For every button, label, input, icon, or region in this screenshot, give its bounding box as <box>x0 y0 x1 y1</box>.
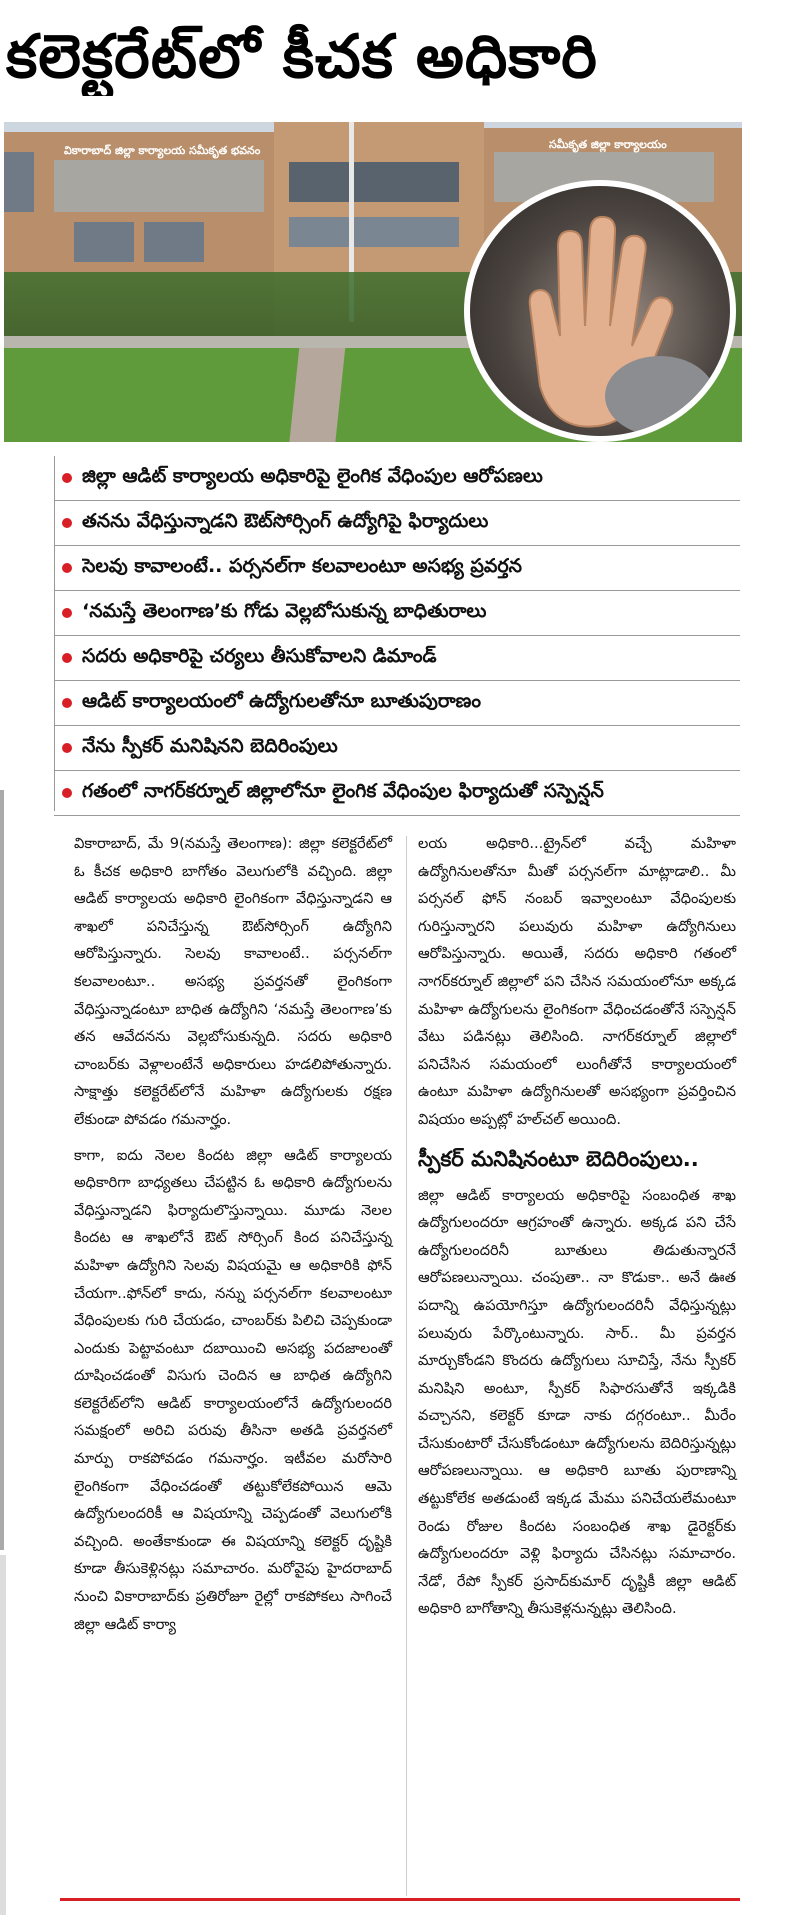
article-column-left <box>74 830 392 1646</box>
article-paragraph: కాగా, ఐదు నెలల కిందట జిల్లా ఆడిట్ కార్యాలయ అధికారిగా బాధ్యతలు చేపట్టిన ఓ అధికారి ఉద్యోగులను వేధిస్తున్నాడని ఫిర్యాదులొస్తున్నాయి. మూడు నెలల కిందట ఆ శాఖలోనే ఔట్ సోర్సింగ్ కింద పనిచేస్తున్న మహిళా ఉద్యోగిని సెలవు విషయమై ఆ అధికారికి ఫోన్ చేయగా..ఫోన్‌లో కాదు, నన్ను పర్సనల్‌గా కలవాలంటూ వేధింపులకు గురి చేయడం, చాంబర్‌కు పిలిచి చెప్పకుండా ఎందుకు పెట్టావంటూ దబాయించి అసభ్య పదజాలంతో దూషించడంతో విసుగు చెందిన ఆ బాధిత ఉద్యోగిని కలెక్టరేట్‌లోని ఆడిట్ కార్యాలయంలోనే ఉద్యోగులందరి సమక్షంలో అరిచి పరువు తీసినా అతడి ప్రవర్తనలో మార్పు రాకపోవడం గమనార్హం. ఇటీవల మరోసారి లైంగికంగా వేధించడంతో తట్టుకోలేకపోయిన ఆమె ఉద్యోగులందరికీ ఆ విషయాన్ని చెప్పడంతో వెలుగులోకి వచ్చింది. అంతేకాకుండా ఈ విషయాన్ని కలెక్టర్ దృష్టికి కూడా తీసుకెళ్లినట్లు సమాచారం. మరోవైపు హైదరాబాద్ నుంచి వికారాబాద్‌కు ప్రతిరోజూ రైల్లో రాకపోకలు సాగించే జిల్లా ఆడిట్ కార్యా <box>74 1146 392 1633</box>
article-photo <box>4 122 742 442</box>
walkway <box>289 348 346 442</box>
highlight-text: సెలవు కావాలంటే.. పర్సనల్‌గా కలవాలంటూ అసభ్య ప్రవర్తన <box>82 554 522 577</box>
column-divider <box>406 836 407 1896</box>
article-paragraph: లయ అధికారి...ట్రైన్‌లో వచ్చే మహిళా ఉద్యోగినులతోనూ మీతో పర్సనల్‌గా మాట్లాడాలి.. మీ పర్సనల్ ఫోన్ నంబర్ ఇవ్వాలంటూ వేధింపులకు గురిస్తున్నారని పలువురు మహిళా ఉద్యోగినులు ఆరోపిస్తున్నారు. అయితే, సదరు అధికారి గతంలో నాగర్‌కర్నూల్ జిల్లాలో పని చేసిన సమయంలోనూ అక్కడ మహిళా ఉద్యోగులను లైంగికంగా వేధించడంతోనే సస్పెన్షన్ వేటు పడినట్లు తెలిసింది. నాగర్‌కర్నూల్ జిల్లాలో పనిచేసిన సమయంలో లుంగీతోనే కార్యాలయంలో ఉంటూ మహిళా ఉద్యోగినులతో అసభ్యంగా ప్రవర్తించిన విషయం అప్పట్లో హల్‌చల్ అయింది. <box>418 835 736 1128</box>
bullet-dot <box>62 608 72 618</box>
highlights-list <box>54 456 740 816</box>
bullet-dot <box>62 518 72 528</box>
highlight-item <box>54 771 740 816</box>
highlight-item <box>54 456 740 501</box>
raised-hand-icon <box>470 186 730 436</box>
highlight-text: తనను వేధిస్తున్నాడని ఔట్‌సోర్సింగ్ ఉద్యోగిపై ఫిర్యాదులు <box>82 509 489 532</box>
bottom-rule <box>60 1898 740 1901</box>
headline: కలెక్టరేట్‌లో కీచక అధికారి <box>6 22 598 92</box>
building-window-band <box>289 162 459 202</box>
building-window <box>4 152 34 212</box>
highlight-item <box>54 546 740 591</box>
highlight-text: ఆడిట్ కార్యాలయంలో ఉద్యోగులతోనూ బూతుపురాణం <box>82 689 481 712</box>
bullet-dot <box>62 698 72 708</box>
article-paragraph: వికారాబాద్, మే 9(నమస్తే తెలంగాణ): జిల్లా కలెక్టరేట్‌లో ఓ కీచక అధికారి బాగోతం వెలుగులోకి వచ్చింది. జిల్లా ఆడిట్ కార్యాలయ అధికారి లైంగికంగా వేధిస్తున్నాడని ఆ శాఖలో పనిచేస్తున్న ఔట్‌సోర్సింగ్ ఉద్యోగిని ఆరోపిస్తున్నారు. సెలవు కావాలంటే.. పర్సనల్‌గా కలవాలంటూ.. అసభ్య ప్రవర్తనతో లైంగికంగా వేధిస్తున్నాడంటూ బాధిత ఉద్యోగిని ‘నమస్తే తెలంగాణ’కు తన ఆవేదనను వెల్లబోసుకున్నది. సదరు అధికారి చాంబర్‌కు వెళ్లాలంటేనే అధికారులు హడలిపోతున్నారు. సాక్షాత్తు కలెక్టరేట్‌లోనే మహిళా ఉద్యోగులకు రక్షణ లేకుండా పోవడం గమనార్హం. <box>74 835 392 1128</box>
building-sign-left: వికారాబాద్ జిల్లా కార్యాలయ సమీకృత భవనం <box>64 144 261 157</box>
page-edge <box>0 1555 6 1915</box>
building-stone-facade <box>54 160 264 212</box>
building-sign-right: సమీకృత జిల్లా కార్యాలయం <box>549 138 667 151</box>
highlight-text: సదరు అధికారిపై చర్యలు తీసుకోవాలని డిమాండ్ <box>82 644 437 667</box>
sub-headline: స్పీకర్ మనిషినంటూ బెదిరింపులు.. <box>418 1146 699 1171</box>
highlight-item <box>54 501 740 546</box>
highlight-text: ‘నమస్తే తెలంగాణ’కు గోడు వెల్లబోసుకున్న బాధితురాలు <box>82 599 487 622</box>
highlight-text: నేను స్పీకర్ మనిషినని బెదిరింపులు <box>82 734 338 757</box>
inset-photo <box>464 180 736 442</box>
highlight-item <box>54 726 740 771</box>
highlight-text: జిల్లా ఆడిట్ కార్యాలయ అధికారిపై లైంగిక వేధింపుల ఆరోపణలు <box>82 464 543 487</box>
building-window <box>144 222 204 262</box>
highlight-item <box>54 681 740 726</box>
page-edge <box>0 790 4 1550</box>
bullet-dot <box>62 743 72 753</box>
bullet-dot <box>62 563 72 573</box>
article-column-right <box>418 830 736 1631</box>
bullet-dot <box>62 653 72 663</box>
article-paragraph: జిల్లా ఆడిట్ కార్యాలయ అధికారిపై సంబంధిత శాఖ ఉద్యోగులందరూ ఆగ్రహంతో ఉన్నారు. అక్కడ పని చేసే ఉద్యోగులందరినీ బూతులు తిడుతున్నారనే ఆరోపణలున్నాయి. చంపుతా.. నా కొడుకా.. అనే ఊత పదాన్ని ఉపయోగిస్తూ ఉద్యోగులందరినీ వేధిస్తున్నట్లు పలువురు పేర్కొంటున్నారు. సార్.. మీ ప్రవర్తన మార్చుకోండని కొందరు ఉద్యోగులు సూచిస్తే, నేను స్పీకర్ మనిషిని అంటూ, స్పీకర్ సిఫారసుతోనే ఇక్కడికి వచ్చానని, కలెక్టర్ కూడా నాకు దగ్గరంటూ.. మీరేం చేసుకుంటారో చేసుకోండంటూ ఉద్యోగులను బెదిరిస్తున్నట్లు ఆరోపణలున్నాయి. ఆ అధికారి బూతు పురాణాన్ని తట్టుకోలేక అతడుంటే ఇక్కడ మేము పనిచేయలేమంటూ రెండు రోజుల కిందట సంబంధిత శాఖ డైరెక్టర్‌కు ఉద్యోగులందరూ వెళ్లి ఫిర్యాదు చేసినట్లు సమాచారం. నేడో, రేపో స్పీకర్ ప్రసాద్‌కుమార్ దృష్టికీ జిల్లా ఆడిట్ అధికారి బాగోతాన్ని తీసుకెళ్లనున్నట్లు తెలిసింది. <box>418 1186 736 1618</box>
highlight-text: గతంలో నాగర్‌కర్నూల్ జిల్లాలోనూ లైంగిక వేధింపుల ఫిర్యాదుతో సస్పెన్షన్ <box>82 779 604 802</box>
highlight-item <box>54 636 740 681</box>
bullet-dot <box>62 473 72 483</box>
building-window <box>74 222 134 262</box>
highlight-item <box>54 591 740 636</box>
bullet-dot <box>62 788 72 798</box>
building-window-band <box>289 217 459 247</box>
